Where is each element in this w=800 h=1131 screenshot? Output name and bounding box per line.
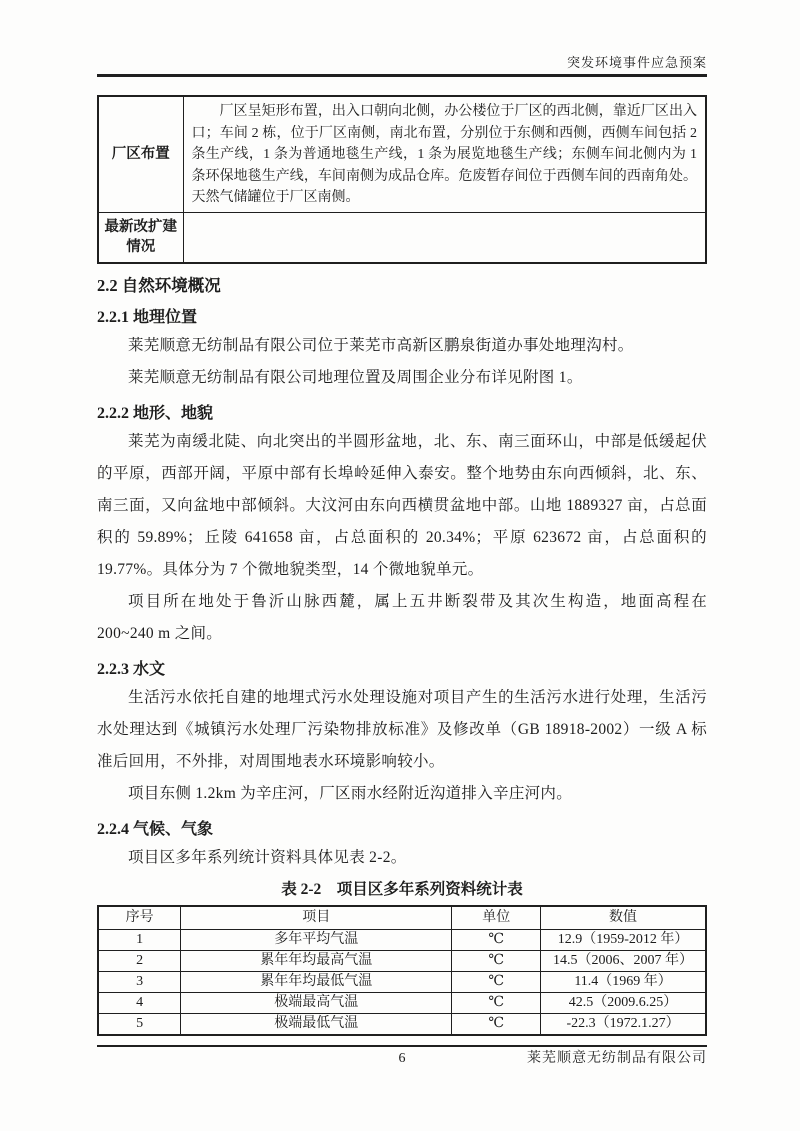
column-header-unit: 单位 [452, 906, 541, 929]
cell-value: 14.5（2006、2007 年） [541, 950, 706, 971]
table-row [98, 971, 706, 992]
row-label-renovation: 最新改扩建情况 [98, 212, 183, 263]
paragraph-climate-1: 项目区多年系列统计资料具体见表 2-2。 [128, 849, 407, 866]
cell-unit: ℃ [452, 1013, 541, 1035]
section-heading-2-2: 2.2 自然环境概况 [97, 276, 221, 295]
paragraph-location-2: 莱芜顺意无纺制品有限公司地理位置及周围企业分布详见附图 1。 [128, 369, 583, 386]
row-label-plant-layout: 厂区布置 [98, 96, 183, 212]
paragraph-terrain-1: 莱芜为南缓北陡、向北突出的半圆形盆地，北、东、南三面环山，中部是低缓起伏的平原，西部开阔，平原中部有长埠岭延伸入泰安。整个地势由东向西倾斜，北、东、南三面，又向盆地中部倾斜。大汶河由东向西横贯盆地中部。山地 1889327 亩，占总面积的 59.89%；丘陵 641658 亩，占总面积的 20.34%；平原 623672 亩，占总面积的 19.77%。具体分为 7 个微地貌类型，14 个微地貌单元。 [97, 433, 707, 578]
paragraph-terrain-2: 项目所在地处于鲁沂山脉西麓，属上五井断裂带及其次生构造，地面高程在 200~240 m 之间。 [97, 593, 707, 642]
page-header [97, 55, 707, 77]
section-heading-2-2-4: 2.2.4 气候、气象 [97, 821, 214, 838]
cell-item: 多年平均气温 [181, 929, 452, 950]
stats-table-caption: 表 2-2 项目区多年系列资料统计表 [281, 881, 523, 898]
cell-unit: ℃ [452, 929, 541, 950]
header-title: 突发环境事件应急预案 [566, 55, 707, 70]
cell-index: 2 [98, 950, 181, 971]
table-row [98, 212, 706, 263]
cell-unit: ℃ [452, 971, 541, 992]
row-content-renovation [183, 212, 706, 263]
cell-value: -22.3（1972.1.27） [541, 1013, 706, 1035]
column-header-value: 数值 [541, 906, 706, 929]
cell-item: 极端最高气温 [181, 992, 452, 1013]
paragraph-location-1: 莱芜顺意无纺制品有限公司位于莱芜市高新区鹏泉街道办事处地理沟村。 [128, 337, 634, 354]
plant-layout-text: 厂区呈矩形布置，出入口朝向北侧，办公楼位于厂区的西北侧，靠近厂区出入口；车间 2 栋，位于厂区南侧，南北布置，分别位于东侧和西侧，西侧车间包括 2 条生产线，1 条为普通地毯生产线，1 条为展览地毯生产线；东侧车间北侧内为 1 条环保地毯生产线，车间南侧为成品仓库。危废暂存间位于西侧车间的西南角处。天然气储罐位于厂区南侧。 [191, 104, 697, 205]
table-row [98, 992, 706, 1013]
section-heading-2-2-2: 2.2.2 地形、地貌 [97, 405, 214, 422]
table-row [98, 950, 706, 971]
table-row [98, 1013, 706, 1035]
cell-value: 11.4（1969 年） [541, 971, 706, 992]
cell-index: 1 [98, 929, 181, 950]
cell-unit: ℃ [452, 992, 541, 1013]
row-content-plant-layout [183, 96, 706, 212]
footer-company-name: 莱芜顺意无纺制品有限公司 [527, 1051, 707, 1066]
cell-index: 5 [98, 1013, 181, 1035]
section-heading-2-2-1: 2.2.1 地理位置 [97, 309, 198, 326]
paragraph-hydrology-2: 项目东侧 1.2km 为辛庄河，厂区雨水经附近沟道排入辛庄河内。 [128, 785, 573, 802]
section-heading-2-2-3: 2.2.3 水文 [97, 661, 166, 678]
column-header-index: 序号 [98, 906, 181, 929]
cell-index: 3 [98, 971, 181, 992]
cell-value: 12.9（1959-2012 年） [541, 929, 706, 950]
table-row [98, 96, 706, 212]
page-footer [97, 1045, 707, 1075]
cell-item: 累年年均最低气温 [181, 971, 452, 992]
cell-item: 累年年均最高气温 [181, 950, 452, 971]
cell-value: 42.5（2009.6.25） [541, 992, 706, 1013]
paragraph-hydrology-1: 生活污水依托自建的地埋式污水处理设施对项目产生的生活污水进行处理，生活污水处理达到《城镇污水处理厂污染物排放标准》及修改单（GB 18918-2002）一级 A 标准后回用，不外排，对周围地表水环境影响较小。 [97, 689, 707, 770]
table-header-row [98, 906, 706, 929]
climate-stats-table [97, 905, 707, 1036]
plant-layout-table [97, 95, 707, 264]
cell-item: 极端最低气温 [181, 1013, 452, 1035]
cell-unit: ℃ [452, 950, 541, 971]
table-row [98, 929, 706, 950]
cell-index: 4 [98, 992, 181, 1013]
page-number: 6 [398, 1051, 406, 1066]
column-header-item: 项目 [181, 906, 452, 929]
